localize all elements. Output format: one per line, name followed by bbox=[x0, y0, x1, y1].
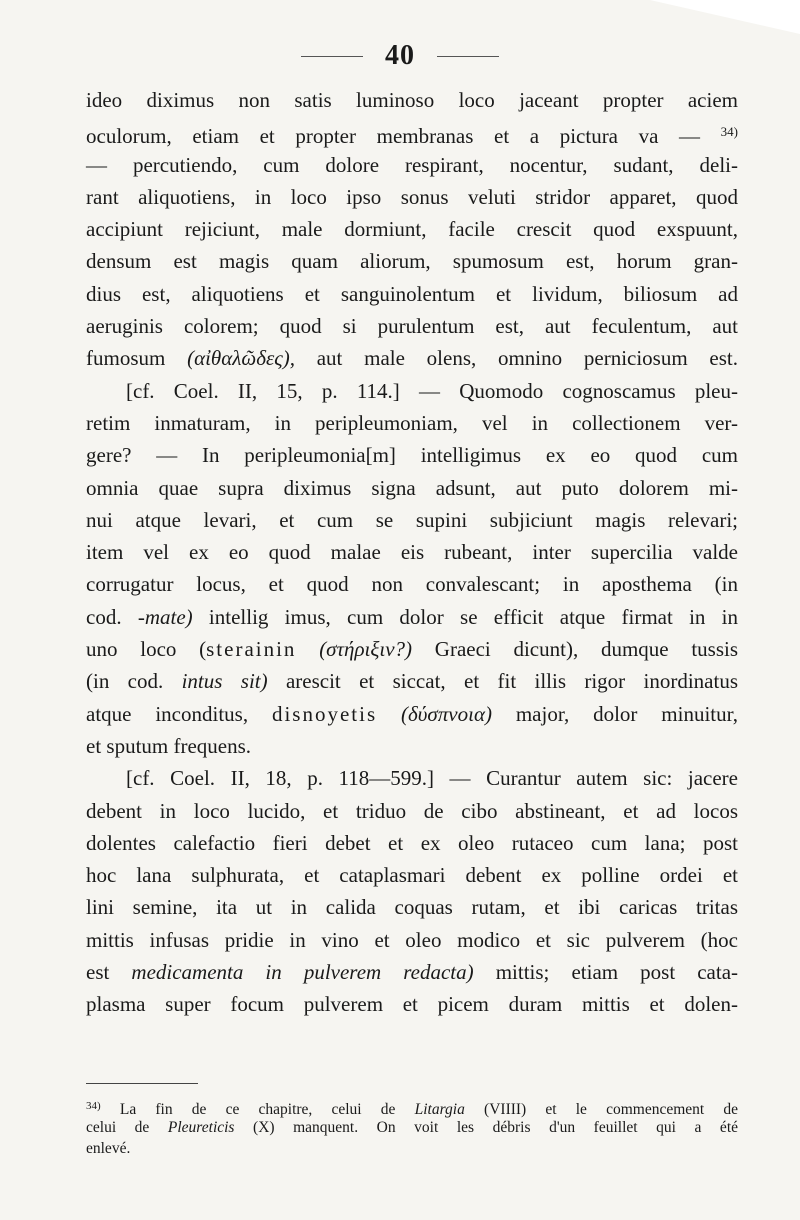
text-fragment: celui de bbox=[86, 1119, 150, 1136]
footnote-reference: 34) bbox=[720, 124, 738, 140]
italic-term: Litargia bbox=[414, 1101, 465, 1118]
header-rule-left bbox=[301, 56, 363, 57]
text-line: ideo diximus non satis luminoso loco jaceant propter aciem bbox=[86, 88, 738, 112]
text-line: rant aliquotiens, in loco ipso sonus veluti stridor apparet, quod bbox=[86, 184, 738, 209]
text-fragment: arescit et siccat, et fit illis rigor inordinatus bbox=[285, 669, 738, 694]
footnote-line bbox=[86, 1096, 738, 1117]
text-line: mittis infusas pridie in vino et oleo modico et sic pulverem (hoc bbox=[86, 927, 738, 952]
text-line: plasma super focum pulverem et picem duram mittis et dolen- bbox=[86, 992, 738, 1017]
italic-term: Pleureticis bbox=[167, 1119, 235, 1136]
greek-term: (στήριξιν?) bbox=[319, 637, 413, 662]
footnote-mark: 34) bbox=[86, 1100, 101, 1112]
page-number: 40 bbox=[385, 40, 415, 71]
text-line: hoc lana sulphurata, et cataplasmari debent ex polline ordei et bbox=[86, 863, 738, 888]
text-fragment: (VIIII) et le commencement de bbox=[484, 1101, 739, 1118]
text-line: [cf. Coel. II, 15, p. 114.] — Quomodo cognoscamus pleu- bbox=[126, 378, 738, 403]
greek-term: (δύσπνοια) bbox=[401, 701, 492, 726]
italic-term: medicamenta in pulverem redacta) bbox=[131, 960, 474, 985]
text-fragment: (in cod. bbox=[86, 669, 164, 694]
italic-term: -mate) bbox=[137, 604, 193, 629]
text-line: corrugatur locus, et quod non convalescant; in aposthema (in bbox=[86, 572, 738, 597]
text-fragment: intellig imus, cum dolor se efficit atque firmat in in bbox=[208, 604, 739, 629]
spaced-term: sterainin bbox=[206, 637, 297, 662]
text-line bbox=[86, 601, 738, 633]
text-line: dolentes calefactio fieri debet et ex oleo rutaceo cum lana; post bbox=[86, 830, 738, 855]
text-fragment: est bbox=[86, 960, 110, 985]
text-line: et sputum frequens. bbox=[86, 733, 252, 758]
text-line: aeruginis colorem; quod si purulentum est, aut feculentum, aut bbox=[86, 314, 738, 339]
greek-term: (αἰθαλῶδες), bbox=[187, 346, 295, 371]
text-fragment: major, dolor minuitur, bbox=[515, 701, 739, 726]
page-header bbox=[0, 40, 800, 72]
text-fragment: mittis; etiam post cata- bbox=[495, 960, 739, 985]
text-line: — percutiendo, cum dolore respirant, nocentur, sudant, deli- bbox=[86, 152, 738, 177]
main-text bbox=[86, 84, 738, 1021]
text-line: item vel ex eo quod malae eis rubeant, inter supercilia valde bbox=[86, 540, 738, 565]
text-fragment: fumosum bbox=[86, 346, 166, 371]
text-fragment: oculorum, etiam et propter membranas et a pictura va — bbox=[86, 124, 701, 149]
text-line: [cf. Coel. II, 18, p. 118—599.] — Curantur autem sic: jacere bbox=[126, 766, 738, 791]
text-line: omnia quae supra diximus signa adsunt, aut puto dolorem mi- bbox=[86, 475, 738, 500]
spaced-term: disnoyetis bbox=[271, 701, 378, 726]
text-line bbox=[86, 342, 738, 374]
text-fragment: Graeci dicunt), dumque tussis bbox=[434, 637, 739, 662]
text-fragment: aut male olens, omnino perniciosum est. bbox=[316, 346, 738, 371]
text-line bbox=[86, 698, 738, 730]
text-fragment: cod. bbox=[86, 604, 122, 629]
text-fragment: (X) manquent. On voit les débris d'un feuillet qui a été bbox=[253, 1119, 739, 1136]
text-line: nui atque levari, et cum se supini subjiciunt magis relevari; bbox=[86, 507, 738, 532]
torn-page-corner bbox=[650, 0, 800, 34]
text-line bbox=[86, 665, 738, 697]
italic-term: intus sit) bbox=[181, 669, 268, 694]
footnote-line bbox=[86, 1117, 738, 1138]
text-line: debent in loco lucido, et triduo de cibo abstineant, et ad locos bbox=[86, 798, 738, 823]
text-line: gere? — In peripleumonia[m] intelligimus ex eo quod cum bbox=[86, 443, 738, 468]
text-fragment: atque inconditus, bbox=[86, 701, 249, 726]
text-line bbox=[86, 633, 738, 665]
text-line bbox=[86, 956, 738, 988]
text-line bbox=[86, 116, 738, 148]
text-line: lini semine, ita ut in calida coquas rutam, et ibi caricas tritas bbox=[86, 895, 738, 920]
text-fragment: La fin de ce chapitre, celui de bbox=[119, 1101, 396, 1118]
footnote-line: enlevé. bbox=[86, 1140, 131, 1157]
footnote bbox=[86, 1096, 738, 1159]
text-line: retim inmaturam, in peripleumoniam, vel in collectionem ver- bbox=[86, 410, 738, 435]
text-line: accipiunt rejiciunt, male dormiunt, facile crescit quod exspuunt, bbox=[86, 217, 738, 242]
text-fragment: uno loco ( bbox=[86, 637, 207, 662]
text-line: densum est magis quam aliorum, spumosum est, horum gran- bbox=[86, 249, 738, 274]
footnote-rule bbox=[86, 1083, 198, 1084]
text-line: dius est, aliquotiens et sanguinolentum et lividum, biliosum ad bbox=[86, 281, 738, 306]
header-rule-right bbox=[437, 56, 499, 57]
